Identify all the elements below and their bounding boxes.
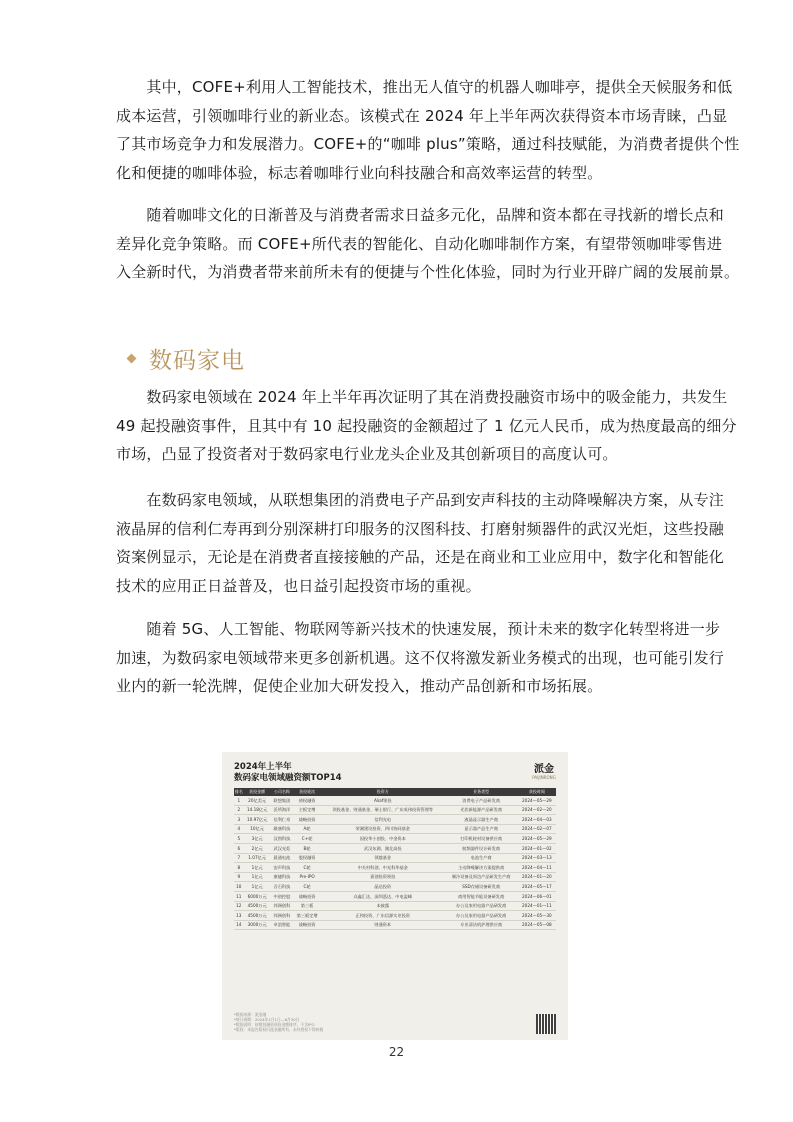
table-cell: 3亿元 bbox=[244, 834, 271, 844]
table-cell: 3000万元 bbox=[244, 920, 271, 930]
table-cell: 打印机耗材设备供应商 bbox=[445, 834, 518, 844]
table-row bbox=[234, 824, 556, 834]
text-line: 业内的新一轮洗牌，促使企业加大研发投入，推动产品创新和市场拓展。 bbox=[116, 677, 603, 695]
table-cell: SSD存储设备研发商 bbox=[445, 882, 518, 892]
table-cell: 光伏新能源产品研发商 bbox=[445, 805, 518, 815]
text-line: 数码家电领域在 2024 年上半年再次证明了其在消费投融资市场中的吸金能力，共发生 bbox=[116, 388, 728, 406]
table-cell: 1亿元 bbox=[244, 882, 271, 892]
footnote-line: *版权：本报告版权归派金融所有，未经授权不得转载 bbox=[234, 1027, 324, 1032]
table-cell: 2024—04—11 bbox=[518, 863, 556, 873]
table-cell: 领投基金、财通基金、瑞士银行、广东英伟投资管理等 bbox=[321, 805, 445, 815]
table-body bbox=[234, 796, 556, 930]
text-line: 加速，为数码家电领域带来更多创新机遇。这不仅将激发新业务模式的出现，也可能引发行 bbox=[116, 648, 725, 667]
financing-table bbox=[234, 788, 556, 930]
table-cell: 11 bbox=[234, 891, 244, 901]
table-cell: 众鑫汇达、深圳泓达、中电盈峰 bbox=[321, 891, 445, 901]
table-cell: 战略投资 bbox=[293, 891, 321, 901]
table-column-header: 投资方 bbox=[321, 788, 445, 796]
table-cell: 2024—06—01 bbox=[518, 891, 556, 901]
table-cell: 晨通电池 bbox=[271, 853, 294, 863]
logo bbox=[530, 760, 558, 782]
footnote-line: *数据来源：派金融 bbox=[234, 1012, 267, 1017]
logo-mark: 派金 bbox=[534, 764, 554, 775]
paragraph-1 bbox=[116, 73, 740, 187]
table-cell: Pre-IPO bbox=[293, 872, 321, 882]
table-cell: 专业清洁机护理供应商 bbox=[445, 920, 518, 930]
table-cell: 14.18亿元 bbox=[244, 805, 271, 815]
table-cell: 7 bbox=[234, 853, 244, 863]
text-line: 其中，COFE+利用人工智能技术，推出无人值守的机器人咖啡亭，提供全天候服务和低 bbox=[116, 78, 733, 96]
table-cell: 1亿元 bbox=[244, 872, 271, 882]
text-line: 技术的应用正日益普及，也日益引起投资市场的重视。 bbox=[116, 576, 481, 595]
table-cell: 邦洲创科 bbox=[271, 901, 294, 911]
table-row bbox=[234, 843, 556, 853]
table-cell: 2024—02—20 bbox=[518, 805, 556, 815]
table-cell: 晶达投资 bbox=[321, 882, 445, 892]
table-cell: 13 bbox=[234, 911, 244, 921]
table-cell: 沃所海洋 bbox=[271, 805, 294, 815]
table-cell: 第三板定增 bbox=[293, 911, 321, 921]
table-cell: 9 bbox=[234, 872, 244, 882]
table-cell: 康捷科技 bbox=[271, 872, 294, 882]
table-cell: 2024—05—29 bbox=[518, 796, 556, 805]
table-cell: 2024—04—03 bbox=[518, 815, 556, 825]
table-cell: 液晶显示器生产商 bbox=[445, 815, 518, 825]
section-title: 数码家电 bbox=[149, 348, 245, 374]
table-cell: 消费电子产品研发商 bbox=[445, 796, 518, 805]
table-cell: 制冷设备及周边产品研发生产商 bbox=[445, 872, 518, 882]
table-cell: 中关村科创、中光科华基金 bbox=[321, 863, 445, 873]
table-cell: 武汉东湖、湖北高投 bbox=[321, 843, 445, 853]
table-cell: 联想集团 bbox=[271, 796, 294, 805]
table-cell: C轮 bbox=[293, 863, 321, 873]
table-cell: 1亿元 bbox=[244, 863, 271, 873]
table-cell: Aliaf领投 bbox=[321, 796, 445, 805]
table-cell: 射频器件设计研发商 bbox=[445, 843, 518, 853]
table-cell: 电池生产商 bbox=[445, 853, 518, 863]
table-cell: 2024—01—11 bbox=[518, 901, 556, 911]
text-line: 在数码家电领域，从联想集团的消费电子产品到安声科技的主动降噪解决方案，从专注 bbox=[116, 491, 725, 509]
text-line: 了其市场竞争力和发展潜力。COFE+的“咖啡 plus”策略，通过科技赋能，为消费者提供个性 bbox=[116, 135, 740, 153]
table-cell: 主板定增 bbox=[293, 805, 321, 815]
text-line: 液晶屏的信利仁寿再到分别深耕打印服务的汉图科技、打磨射频器件的武汉光炬，这些投融 bbox=[116, 519, 725, 538]
table-cell: 8 bbox=[234, 863, 244, 873]
table-cell: 邦洲创科 bbox=[271, 911, 294, 921]
table-cell: 4500万元 bbox=[244, 911, 271, 921]
table-cell: 办公及家用电器产品研发商 bbox=[445, 911, 518, 921]
table-cell: 10亿元 bbox=[244, 824, 271, 834]
paragraph-2 bbox=[116, 201, 740, 287]
table-cell: 武汉光炬 bbox=[271, 843, 294, 853]
table-column-header: 排名 bbox=[234, 789, 243, 794]
qr-code-icon bbox=[536, 1014, 556, 1034]
table-cell: 1.07亿元 bbox=[244, 853, 271, 863]
footnote-line: *统计周期：2024年1月1日—6月30日 bbox=[234, 1017, 300, 1022]
table-row bbox=[234, 882, 556, 892]
table-cell: 显示器产品生产商 bbox=[445, 824, 518, 834]
table-cell: 4500万元 bbox=[244, 901, 271, 911]
table-cell: 商用智能节能设备研发商 bbox=[445, 891, 518, 901]
table-row bbox=[234, 815, 556, 825]
table-cell: B轮 bbox=[293, 843, 321, 853]
table-cell: 殿康科技 bbox=[271, 824, 294, 834]
table-cell: 2024—05—29 bbox=[518, 834, 556, 844]
text-line: 随着 5G、人工智能、物联网等新兴技术的快速发展，预计未来的数字化转型将进一步 bbox=[116, 620, 721, 638]
table-cell: 2024—05—30 bbox=[518, 911, 556, 921]
section-heading bbox=[128, 342, 245, 375]
table-cell: 嘉创投资领投 bbox=[321, 872, 445, 882]
text-line: 入全新时代，为消费者带来前所未有的便捷与个性化体验，同时为行业开辟广阔的发展前景。 bbox=[116, 263, 740, 281]
table-cell: 未披露 bbox=[321, 901, 445, 911]
table-cell: 战略投资 bbox=[293, 920, 321, 930]
table-cell: 5 bbox=[234, 834, 244, 844]
table-cell: 股权融资 bbox=[293, 853, 321, 863]
table-cell: 领越基金 bbox=[321, 853, 445, 863]
table-cell: 2024—02—07 bbox=[518, 824, 556, 834]
table-cell: 主动降噪解决方案提供商 bbox=[445, 863, 518, 873]
table-cell: 信利光电 bbox=[321, 815, 445, 825]
text-line: 成本运营，引领咖啡行业的新业态。该模式在 2024 年上半年两次获得资本市场青睐，凸显 bbox=[116, 106, 728, 125]
table-cell: 2024—01—02 bbox=[518, 843, 556, 853]
text-line: 市场，凸显了投资者对于数码家电行业龙头企业及其创新项目的高度认可。 bbox=[116, 445, 618, 463]
table-cell: 4 bbox=[234, 824, 244, 834]
table-cell: 2 bbox=[234, 805, 244, 815]
figure-title-line1: 2024年上半年 bbox=[234, 762, 292, 772]
table-cell: 战略投资 bbox=[293, 815, 321, 825]
table-cell: 第三板 bbox=[293, 901, 321, 911]
table-row bbox=[234, 796, 556, 805]
table-cell: 2亿元 bbox=[244, 843, 271, 853]
paragraph-4 bbox=[116, 486, 725, 600]
table-column-header: 公司名称 bbox=[271, 788, 294, 796]
table-cell: 2024—03—13 bbox=[518, 853, 556, 863]
table-row bbox=[234, 920, 556, 930]
logo-subtext: PAIJINRONG bbox=[532, 775, 556, 780]
table-cell: 办公及家用电器产品研发商 bbox=[445, 901, 518, 911]
table-cell: 2024—05—17 bbox=[518, 882, 556, 892]
table-cell: 安声科技 bbox=[271, 863, 294, 873]
table-cell: 20亿美元 bbox=[244, 796, 271, 805]
table-row bbox=[234, 863, 556, 873]
text-line: 随着咖啡文化的日渐普及与消费者需求日益多元化，品牌和资本都在寻找新的增长点和 bbox=[116, 206, 725, 224]
table-cell: 14 bbox=[234, 920, 244, 930]
paragraph-3 bbox=[116, 383, 737, 469]
footnote-line: *数据说明：按照投融资获投金额排序，不含IPO bbox=[234, 1022, 315, 1027]
table-cell: 中创控股 bbox=[271, 891, 294, 901]
table-cell: 1 bbox=[234, 796, 244, 805]
table-cell: 汉图科技 bbox=[271, 834, 294, 844]
table-row bbox=[234, 911, 556, 921]
table-cell: C+轮 bbox=[293, 834, 321, 844]
table-row bbox=[234, 834, 556, 844]
figure-title-line2: 数码家电领域融资额TOP14 bbox=[234, 773, 342, 783]
table-cell: 10.97亿元 bbox=[244, 815, 271, 825]
table-row bbox=[234, 872, 556, 882]
table-cell: 6000万元 bbox=[244, 891, 271, 901]
table-cell: 12 bbox=[234, 901, 244, 911]
table-cell: 6 bbox=[234, 843, 244, 853]
figure-footnote bbox=[234, 1012, 323, 1032]
table-column-header: 获投轮次 bbox=[293, 788, 321, 796]
text-line: 化和便捷的咖啡体验，标志着咖啡行业向科技融合和高效率运营的转型。 bbox=[116, 163, 603, 182]
table-cell: 信利仁寿 bbox=[271, 815, 294, 825]
diamond-bullet-icon bbox=[127, 354, 137, 364]
table-cell: 债权融资 bbox=[293, 796, 321, 805]
table-cell: C轮 bbox=[293, 882, 321, 892]
text-line: 差异化竞争策略。而 COFE+所代表的智能化、自动化咖啡制作方案，有望带领咖啡零售进 bbox=[116, 234, 723, 253]
table-column-header: 获投金额 bbox=[244, 788, 271, 796]
table-cell: 2024—05—08 bbox=[518, 920, 556, 930]
table-cell: 吾石科技 bbox=[271, 882, 294, 892]
table-column-header: 获投时间 bbox=[518, 788, 556, 796]
table-row bbox=[234, 901, 556, 911]
table-cell: 国投华小创投、中金资本 bbox=[321, 834, 445, 844]
financing-top14-figure bbox=[222, 752, 568, 1040]
table-cell: 10 bbox=[234, 882, 244, 892]
table-cell: 卓浪智能 bbox=[271, 920, 294, 930]
table-header-row bbox=[234, 788, 556, 796]
figure-title bbox=[234, 762, 342, 784]
table-row bbox=[234, 891, 556, 901]
table-cell: 正和投资、广东信源实业投资 bbox=[321, 911, 445, 921]
table-cell: A轮 bbox=[293, 824, 321, 834]
table-cell: 2024—01—20 bbox=[518, 872, 556, 882]
paragraph-5 bbox=[116, 615, 725, 701]
table-cell: 荣湘建设投资、四川协同基金 bbox=[321, 824, 445, 834]
text-line: 49 起投融资事件，且其中有 10 起投融资的金额超过了 1 亿元人民币，成为热度最高的细分 bbox=[116, 416, 737, 435]
table-row bbox=[234, 853, 556, 863]
table-cell: 3 bbox=[234, 815, 244, 825]
page-number: 22 bbox=[388, 1045, 405, 1059]
table-row bbox=[234, 805, 556, 815]
table-cell: 财通资本 bbox=[321, 920, 445, 930]
text-line: 资案例显示，无论是在消费者直接接触的产品，还是在商业和工业应用中，数字化和智能化 bbox=[116, 548, 725, 566]
table-column-header: 业务类型 bbox=[445, 788, 518, 796]
